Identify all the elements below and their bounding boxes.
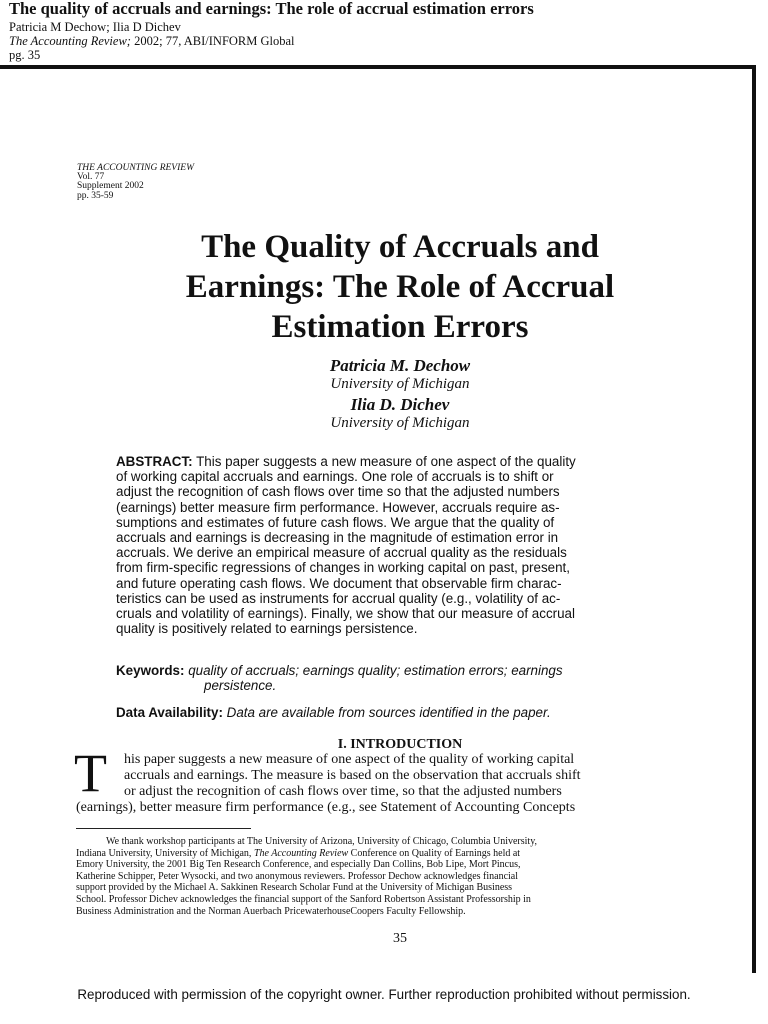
abstract-line: cruals and volatility of earnings). Finally, we show that our measure of accrual (116, 606, 575, 622)
document-header (9, 1, 759, 62)
author-name: Ilia D. Dichev (350, 395, 450, 414)
abstract-line: sumptions and estimates of future cash flows. We argue that the quality of (116, 514, 555, 530)
author-affiliation: University of Michigan (330, 415, 470, 431)
abstract-line: from firm-specific regressions of changes in working capital on past, present, (116, 560, 570, 576)
author-block (200, 356, 600, 434)
permission-notice: Reproduced with permission of the copyright owner. Further reproduction prohibited without permission. (77, 987, 691, 1002)
journal-volume: Vol. 77 (77, 172, 105, 183)
title-line: Earnings: The Role of Accrual (185, 269, 615, 305)
abstract-text: This paper suggests a new measure of one aspect of the quality (192, 454, 576, 469)
footnote-text: Indiana University, University of Michigan, (76, 847, 254, 859)
abstract-line: accruals. We derive an empirical measure of accrual quality as the residuals (116, 545, 567, 561)
intro-line: (earnings), better measure firm performance (e.g., see Statement of Accounting Concepts (76, 800, 576, 815)
keywords-label: Keywords: (116, 663, 185, 678)
header-journal: The Accounting Review; (9, 33, 131, 48)
data-availability (116, 705, 551, 721)
introduction-text (76, 752, 724, 816)
keywords-text: persistence. (204, 678, 277, 694)
abstract-line: (earnings) better measure firm performance. However, accruals require as- (116, 499, 560, 515)
abstract-line: teristics can be used as instruments for accrual quality (e.g., volatility of ac- (116, 590, 561, 606)
abstract (116, 454, 686, 636)
footnote-line: School. Professor Dichev acknowledges the financial support of the Sanford Robertson Assistant Professorship in (76, 893, 531, 905)
header-source-rest: 2002; 77, ABI/INFORM Global (130, 33, 295, 48)
journal-supplement: Supplement 2002 (77, 181, 144, 192)
abstract-label: ABSTRACT: (116, 454, 193, 469)
abstract-line: adjust the recognition of cash flows over time so that the adjusted numbers (116, 484, 560, 500)
intro-line: or adjust the recognition of cash flows over time, so that the adjusted numbers (124, 784, 562, 799)
journal-pages: pp. 35-59 (77, 190, 114, 201)
footnote-line (76, 848, 726, 860)
title-line: Estimation Errors (271, 309, 529, 345)
footnote-line: Emory University, the 2001 Big Ten Research Conference, and especially Dan Collins, Bob Lipe, Mort Pincus, (76, 859, 521, 871)
author-affiliation: University of Michigan (330, 376, 470, 392)
header-authors: Patricia M Dechow; Ilia D Dichev (9, 19, 181, 34)
journal-name: THE ACCOUNTING REVIEW (77, 163, 194, 173)
footnote-line: We thank workshop participants at The University of Arizona, University of Chicago, Columbia University, (106, 836, 538, 847)
keywords-line (116, 663, 696, 678)
author-name: Patricia M. Dechow (329, 356, 471, 375)
article-title (80, 227, 720, 347)
footnote-line: support provided by the Michael A. Sakkinen Research Scholar Fund at the University of Michigan Business (76, 882, 513, 894)
page-number: 35 (393, 931, 407, 946)
footnote-line: Katherine Schipper, Peter Wysocki, and two anonymous reviewers. Professor Dechow acknowledges financial (76, 870, 519, 882)
abstract-line: of working capital accruals and earnings. One role of accruals is to shift or (116, 469, 554, 485)
keywords-line (116, 678, 696, 693)
footnote-line: Business Administration and the Norman Auerbach PricewaterhouseCoopers Faculty Fellowship. (76, 905, 466, 917)
header-source (9, 34, 759, 48)
data-availability-label: Data Availability: (116, 705, 223, 720)
keywords (116, 663, 696, 693)
abstract-line: accruals and earnings is decreasing in the magnitude of estimation error in (116, 530, 559, 546)
footnote-journal: The Accounting Review (253, 847, 349, 859)
header-page: pg. 35 (9, 47, 41, 62)
footnote-text: Conference on Quality of Earnings held at (348, 847, 521, 859)
drop-cap: T (74, 743, 107, 803)
intro-line: accruals and earnings. The measure is based on the observation that accruals shift (124, 768, 581, 783)
intro-line: his paper suggests a new measure of one aspect of the quality of working capital (124, 752, 575, 767)
abstract-line: and future operating cash flows. We document that observable firm charac- (116, 575, 562, 591)
abstract-line (116, 454, 686, 469)
footnote-rule (76, 828, 251, 829)
header-title: The quality of accruals and earnings: The role of accrual estimation errors (9, 0, 534, 18)
abstract-line: quality is positively related to earnings persistence. (116, 621, 418, 637)
data-availability-text: Data are available from sources identified in the paper. (222, 705, 551, 720)
section-heading: I. INTRODUCTION (337, 737, 463, 752)
footnote (76, 836, 726, 917)
keywords-text: quality of accruals; earnings quality; estimation errors; earnings (184, 663, 563, 678)
title-line: The Quality of Accruals and (201, 229, 599, 265)
journal-info (77, 164, 194, 201)
